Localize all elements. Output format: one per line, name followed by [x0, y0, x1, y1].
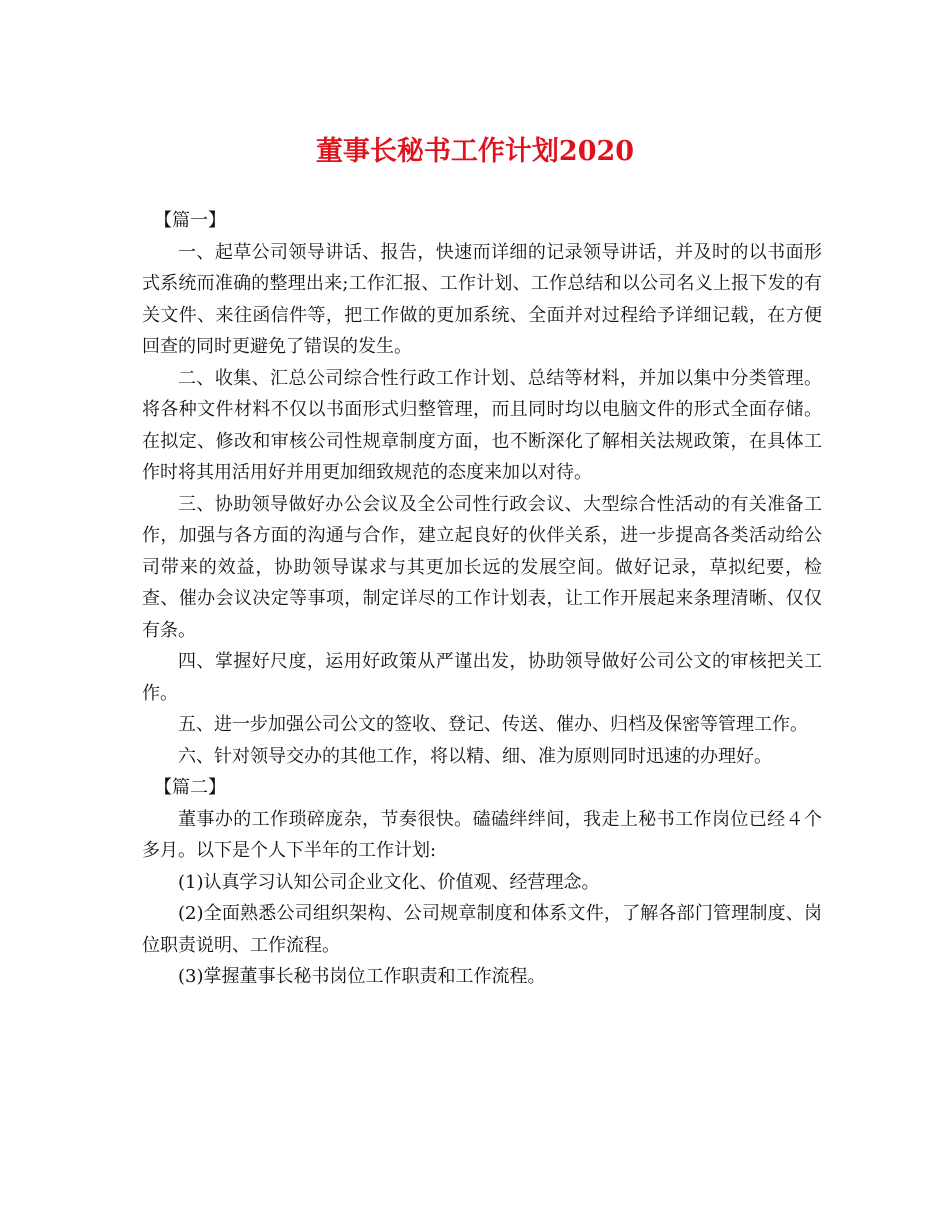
paragraph: 董事办的工作琐碎庞杂，节奏很快。磕磕绊绊间，我走上秘书工作岗位已经４个多月。以下是个人下半年的工作计划: [142, 808, 822, 861]
list-item: (2)全面熟悉公司组织架构、公司规章制度和体系文件，了解各部门管理制度、岗位职责说明、工作流程。 [142, 903, 822, 956]
list-item: (3)掌握董事长秘书岗位工作职责和工作流程。 [178, 966, 546, 987]
document-body [142, 205, 822, 993]
list-item: (1)认真学习认知公司企业文化、价值观、经营理念。 [178, 871, 600, 893]
section-heading: 【篇一】 [154, 210, 226, 231]
paragraph: 六、针对领导交办的其他工作，将以精、细、准为原则同时迅速的办理好。 [178, 745, 772, 767]
paragraph: 三、协助领导做好办公会议及全公司性行政会议、大型综合性活动的有关准备工作，加强与各方面的沟通与合作，建立起良好的伙伴关系，进一步提高各类活动给公司带来的效益，协助领导谋求与其更加长远的发展空间。做好记录，草拟纪要，检查、催办会议决定等事项，制定详尽的工作计划表，让工作开展起来条理清晰、仅仅有条。 [142, 493, 822, 641]
document-title: 董事长秘书工作计划2020 [315, 136, 635, 167]
paragraph: 二、收集、汇总公司综合性行政工作计划、总结等材料，并加以集中分类管理。将各种文件材料不仅以书面形式归整管理，而且同时均以电脑文件的形式全面存储。在拟定、修改和审核公司性规章制度方面，也不断深化了解相关法规政策，在具体工作时将其用活用好并用更加细致规范的态度来加以对待。 [142, 367, 822, 483]
section-heading: 【篇二】 [154, 777, 226, 798]
paragraph: 一、起草公司领导讲话、报告，快速而详细的记录领导讲话，并及时的以书面形式系统而准确的整理出来;工作汇报、工作计划、工作总结和以公司名义上报下发的有关文件、来往函信件等，把工作做的更加系统、全面并对过程给予详细记载，在方便回查的同时更避免了错误的发生。 [142, 241, 822, 357]
paragraph: 五、进一步加强公司公文的签收、登记、传送、催办、归档及保密等管理工作。 [178, 714, 808, 735]
paragraph: 四、掌握好尺度，运用好政策从严谨出发，协助领导做好公司公文的审核把关工作。 [142, 651, 822, 704]
